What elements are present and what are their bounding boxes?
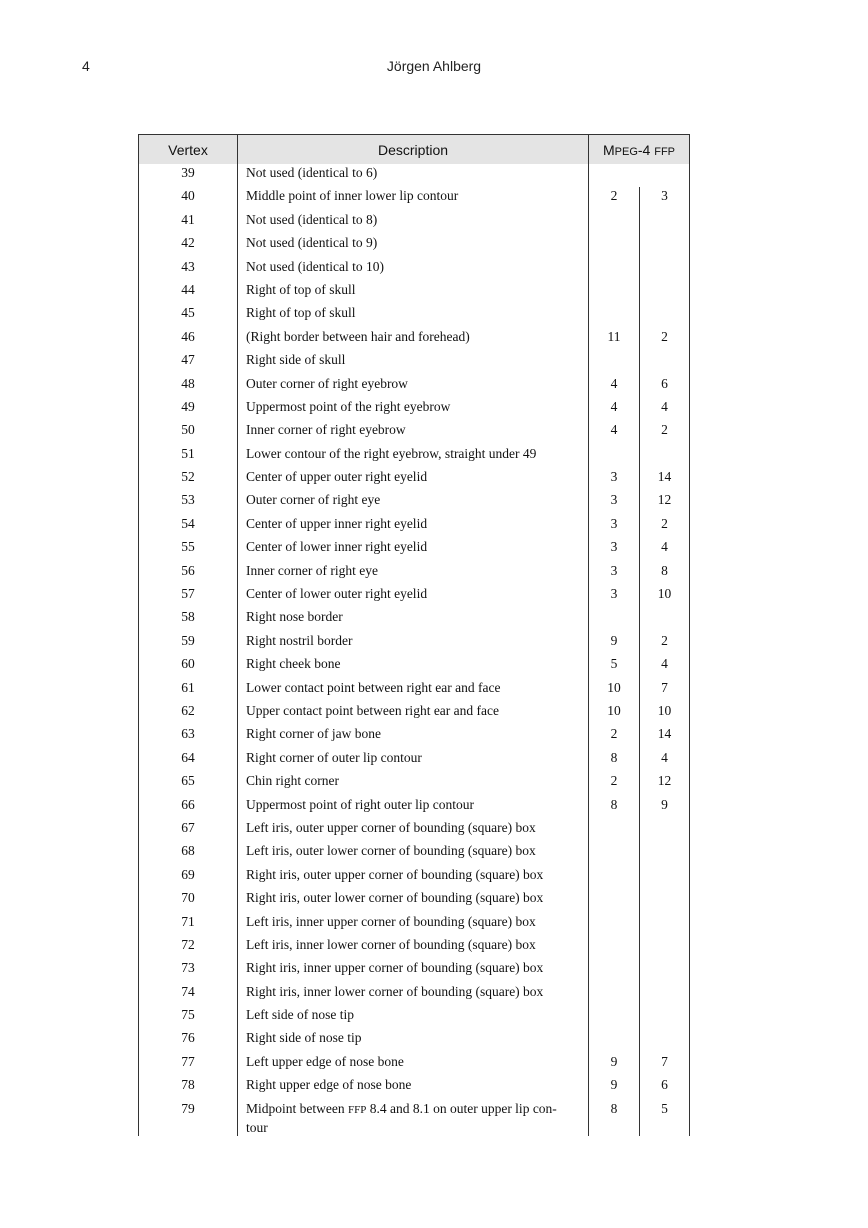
description-cell: Right corner of jaw bone bbox=[238, 725, 589, 748]
ffp-number-cell bbox=[640, 351, 690, 374]
description-cell: Inner corner of right eye bbox=[238, 562, 589, 585]
vertex-cell: 63 bbox=[139, 725, 238, 748]
description-cell: Right iris, outer lower corner of bounding (square) box bbox=[238, 889, 589, 912]
ffp-header-small2: FFP bbox=[654, 145, 676, 158]
table-body bbox=[139, 164, 690, 1136]
description-cell: Right of top of skull bbox=[238, 281, 589, 304]
ffp-group-cell bbox=[589, 983, 640, 1006]
description-cell: Right side of skull bbox=[238, 351, 589, 374]
running-title: Jörgen Ahlberg bbox=[386, 58, 482, 74]
ffp-group-cell: 10 bbox=[589, 679, 640, 702]
ffp-group-cell bbox=[589, 1029, 640, 1052]
ffp-group-cell bbox=[589, 281, 640, 304]
table-row bbox=[139, 375, 690, 398]
description-cell: Lower contact point between right ear and face bbox=[238, 679, 589, 702]
description-cell: Chin right corner bbox=[238, 772, 589, 795]
ffp-number-cell bbox=[640, 211, 690, 234]
description-cell: Left iris, outer upper corner of bounding (square) box bbox=[238, 819, 589, 842]
page-number: 4 bbox=[82, 58, 90, 74]
description-cell: Center of upper inner right eyelid bbox=[238, 515, 589, 538]
table-row bbox=[139, 445, 690, 468]
ffp-number-cell: 5 bbox=[640, 1100, 690, 1136]
vertex-cell: 65 bbox=[139, 772, 238, 795]
table-row bbox=[139, 562, 690, 585]
ffp-number-cell: 6 bbox=[640, 375, 690, 398]
ffp-number-cell bbox=[640, 913, 690, 936]
ffp-number-cell bbox=[640, 983, 690, 1006]
table-row bbox=[139, 1006, 690, 1029]
table-row bbox=[139, 679, 690, 702]
table-row bbox=[139, 211, 690, 234]
ffp-group-cell bbox=[589, 889, 640, 912]
description-cell: Right upper edge of nose bone bbox=[238, 1076, 589, 1099]
ffp-group-cell: 3 bbox=[589, 585, 640, 608]
ffp-group-cell: 4 bbox=[589, 375, 640, 398]
ffp-number-cell bbox=[640, 445, 690, 468]
table-header-row bbox=[139, 135, 690, 165]
ffp-group-cell: 3 bbox=[589, 515, 640, 538]
ffp-group-cell: 4 bbox=[589, 421, 640, 444]
ffp-number-cell bbox=[640, 959, 690, 982]
vertex-cell: 76 bbox=[139, 1029, 238, 1052]
vertex-table bbox=[138, 134, 690, 1136]
column-header-description: Description bbox=[238, 135, 589, 165]
column-header-mpeg4-ffp bbox=[589, 135, 690, 165]
vertex-cell: 72 bbox=[139, 936, 238, 959]
table-row bbox=[139, 866, 690, 889]
vertex-cell: 73 bbox=[139, 959, 238, 982]
description-cell: Right nose border bbox=[238, 608, 589, 631]
table-row bbox=[139, 398, 690, 421]
table-row bbox=[139, 281, 690, 304]
ffp-group-cell: 10 bbox=[589, 702, 640, 725]
description-cell: Center of lower outer right eyelid bbox=[238, 585, 589, 608]
table-row bbox=[139, 328, 690, 351]
vertex-cell: 55 bbox=[139, 538, 238, 561]
desc-part: tour bbox=[246, 1119, 268, 1135]
ffp-group-cell: 5 bbox=[589, 655, 640, 678]
ffp-group-cell: 8 bbox=[589, 749, 640, 772]
table-row bbox=[139, 702, 690, 725]
vertex-cell: 75 bbox=[139, 1006, 238, 1029]
ffp-number-cell: 4 bbox=[640, 538, 690, 561]
table-row bbox=[139, 632, 690, 655]
description-cell: Inner corner of right eyebrow bbox=[238, 421, 589, 444]
ffp-number-cell bbox=[640, 1006, 690, 1029]
description-cell: Right corner of outer lip contour bbox=[238, 749, 589, 772]
ffp-group-cell: 3 bbox=[589, 491, 640, 514]
ffp-number-cell: 7 bbox=[640, 679, 690, 702]
ffp-number-cell bbox=[640, 258, 690, 281]
table-row bbox=[139, 1076, 690, 1099]
ffp-number-cell: 7 bbox=[640, 1053, 690, 1076]
ffp-group-cell: 3 bbox=[589, 468, 640, 491]
table-row bbox=[139, 1053, 690, 1076]
ffp-number-cell bbox=[640, 866, 690, 889]
vertex-cell: 78 bbox=[139, 1076, 238, 1099]
ffp-header-small1: PEG bbox=[614, 145, 638, 158]
description-cell: Right side of nose tip bbox=[238, 1029, 589, 1052]
vertex-cell: 43 bbox=[139, 258, 238, 281]
desc-part: 8.4 and 8.1 on outer upper lip con- bbox=[366, 1100, 557, 1116]
vertex-cell: 40 bbox=[139, 187, 238, 210]
table-row bbox=[139, 936, 690, 959]
table-row bbox=[139, 585, 690, 608]
vertex-cell: 44 bbox=[139, 281, 238, 304]
ffp-group-cell bbox=[589, 234, 640, 257]
ffp-group-cell: 8 bbox=[589, 1100, 640, 1136]
ffp-group-cell bbox=[589, 866, 640, 889]
description-cell: Left iris, inner lower corner of bounding (square) box bbox=[238, 936, 589, 959]
table-row bbox=[139, 351, 690, 374]
ffp-number-cell: 6 bbox=[640, 1076, 690, 1099]
ffp-number-cell bbox=[640, 1029, 690, 1052]
table-row bbox=[139, 655, 690, 678]
description-cell: Middle point of inner lower lip contour bbox=[238, 187, 589, 210]
ffp-group-cell: 3 bbox=[589, 538, 640, 561]
table-row bbox=[139, 258, 690, 281]
vertex-cell: 77 bbox=[139, 1053, 238, 1076]
description-cell: Outer corner of right eye bbox=[238, 491, 589, 514]
table-row bbox=[139, 468, 690, 491]
ffp-header-mid: -4 bbox=[637, 141, 655, 158]
vertex-cell: 48 bbox=[139, 375, 238, 398]
ffp-group-cell: 9 bbox=[589, 1053, 640, 1076]
ffp-number-cell: 10 bbox=[640, 702, 690, 725]
ffp-header-lead: M bbox=[602, 141, 615, 158]
ffp-group-cell bbox=[589, 819, 640, 842]
ffp-number-cell: 9 bbox=[640, 796, 690, 819]
ffp-group-cell bbox=[589, 211, 640, 234]
description-cell: (Right border between hair and forehead) bbox=[238, 328, 589, 351]
description-cell: Right iris, outer upper corner of bounding (square) box bbox=[238, 866, 589, 889]
table-row bbox=[139, 889, 690, 912]
ffp-number-cell: 4 bbox=[640, 749, 690, 772]
table-row bbox=[139, 304, 690, 327]
table-row bbox=[139, 959, 690, 982]
ffp-group-cell bbox=[589, 842, 640, 865]
ffp-number-cell: 12 bbox=[640, 772, 690, 795]
vertex-cell: 42 bbox=[139, 234, 238, 257]
vertex-cell: 47 bbox=[139, 351, 238, 374]
table-row bbox=[139, 725, 690, 748]
description-cell: Left iris, inner upper corner of bounding (square) box bbox=[238, 913, 589, 936]
description-cell: Right of top of skull bbox=[238, 304, 589, 327]
ffp-group-cell bbox=[589, 351, 640, 374]
ffp-number-cell: 3 bbox=[640, 187, 690, 210]
table-row bbox=[139, 819, 690, 842]
table-row bbox=[139, 187, 690, 210]
description-cell: Not used (identical to 6) bbox=[238, 164, 589, 187]
description-cell: Right cheek bone bbox=[238, 655, 589, 678]
vertex-cell: 60 bbox=[139, 655, 238, 678]
table-row bbox=[139, 749, 690, 772]
description-cell: Uppermost point of the right eyebrow bbox=[238, 398, 589, 421]
table-row bbox=[139, 983, 690, 1006]
vertex-cell: 41 bbox=[139, 211, 238, 234]
ffp-group-cell: 3 bbox=[589, 562, 640, 585]
ffp-group-cell bbox=[589, 1006, 640, 1029]
ffp-number-cell: 2 bbox=[640, 421, 690, 444]
vertex-cell: 64 bbox=[139, 749, 238, 772]
vertex-cell: 46 bbox=[139, 328, 238, 351]
ffp-group-cell: 11 bbox=[589, 328, 640, 351]
vertex-cell: 45 bbox=[139, 304, 238, 327]
description-cell: Not used (identical to 10) bbox=[238, 258, 589, 281]
vertex-cell: 58 bbox=[139, 608, 238, 631]
description-cell: Uppermost point of right outer lip contour bbox=[238, 796, 589, 819]
vertex-cell: 54 bbox=[139, 515, 238, 538]
description-cell: Center of upper outer right eyelid bbox=[238, 468, 589, 491]
vertex-cell: 39 bbox=[139, 164, 238, 187]
ffp-group-cell: 9 bbox=[589, 1076, 640, 1099]
table-row bbox=[139, 608, 690, 631]
vertex-cell: 59 bbox=[139, 632, 238, 655]
ffp-number-cell bbox=[640, 281, 690, 304]
ffp-number-cell bbox=[640, 234, 690, 257]
ffp-number-cell: 14 bbox=[640, 725, 690, 748]
description-cell: Center of lower inner right eyelid bbox=[238, 538, 589, 561]
desc-part: Midpoint between bbox=[246, 1100, 348, 1116]
table-row bbox=[139, 842, 690, 865]
ffp-number-cell: 2 bbox=[640, 515, 690, 538]
table-row bbox=[139, 491, 690, 514]
description-cell bbox=[238, 1100, 589, 1136]
vertex-cell: 51 bbox=[139, 445, 238, 468]
vertex-cell: 70 bbox=[139, 889, 238, 912]
description-cell: Left iris, outer lower corner of bounding (square) box bbox=[238, 842, 589, 865]
description-cell: Left upper edge of nose bone bbox=[238, 1053, 589, 1076]
ffp-number-cell bbox=[640, 819, 690, 842]
table-row bbox=[139, 515, 690, 538]
vertex-cell: 61 bbox=[139, 679, 238, 702]
table-row bbox=[139, 421, 690, 444]
vertex-cell: 62 bbox=[139, 702, 238, 725]
vertex-cell: 49 bbox=[139, 398, 238, 421]
vertex-cell: 57 bbox=[139, 585, 238, 608]
description-cell: Not used (identical to 8) bbox=[238, 211, 589, 234]
description-cell: Not used (identical to 9) bbox=[238, 234, 589, 257]
column-header-vertex: Vertex bbox=[139, 135, 238, 165]
ffp-group-cell: 9 bbox=[589, 632, 640, 655]
ffp-group-cell bbox=[589, 936, 640, 959]
ffp-number-cell bbox=[640, 608, 690, 631]
table-row bbox=[139, 538, 690, 561]
table-row bbox=[139, 164, 690, 187]
ffp-group-cell bbox=[589, 258, 640, 281]
ffp-number-cell bbox=[640, 164, 690, 187]
ffp-number-cell: 4 bbox=[640, 655, 690, 678]
vertex-cell: 71 bbox=[139, 913, 238, 936]
vertex-cell: 68 bbox=[139, 842, 238, 865]
ffp-group-cell bbox=[589, 164, 640, 187]
ffp-group-cell bbox=[589, 913, 640, 936]
ffp-abbrev: FFP bbox=[347, 1103, 367, 1116]
ffp-group-cell: 2 bbox=[589, 187, 640, 210]
vertex-cell: 79 bbox=[139, 1100, 238, 1136]
table-row bbox=[139, 913, 690, 936]
table-row bbox=[139, 1029, 690, 1052]
ffp-number-cell: 2 bbox=[640, 328, 690, 351]
table-row bbox=[139, 796, 690, 819]
vertex-cell: 56 bbox=[139, 562, 238, 585]
ffp-number-cell bbox=[640, 304, 690, 327]
page-header bbox=[0, 58, 868, 76]
vertex-cell: 69 bbox=[139, 866, 238, 889]
ffp-group-cell: 8 bbox=[589, 796, 640, 819]
ffp-group-cell bbox=[589, 304, 640, 327]
description-cell: Right nostril border bbox=[238, 632, 589, 655]
ffp-number-cell: 14 bbox=[640, 468, 690, 491]
vertex-cell: 52 bbox=[139, 468, 238, 491]
description-cell: Right iris, inner upper corner of bounding (square) box bbox=[238, 959, 589, 982]
ffp-number-cell: 4 bbox=[640, 398, 690, 421]
vertex-cell: 50 bbox=[139, 421, 238, 444]
ffp-number-cell: 12 bbox=[640, 491, 690, 514]
ffp-number-cell bbox=[640, 889, 690, 912]
table-row bbox=[139, 772, 690, 795]
vertex-cell: 66 bbox=[139, 796, 238, 819]
vertex-cell: 53 bbox=[139, 491, 238, 514]
description-cell: Left side of nose tip bbox=[238, 1006, 589, 1029]
ffp-number-cell bbox=[640, 936, 690, 959]
ffp-group-cell bbox=[589, 608, 640, 631]
ffp-number-cell: 10 bbox=[640, 585, 690, 608]
vertex-cell: 67 bbox=[139, 819, 238, 842]
ffp-number-cell bbox=[640, 842, 690, 865]
description-cell: Outer corner of right eyebrow bbox=[238, 375, 589, 398]
description-cell: Upper contact point between right ear and face bbox=[238, 702, 589, 725]
ffp-group-cell: 2 bbox=[589, 772, 640, 795]
ffp-group-cell: 4 bbox=[589, 398, 640, 421]
vertex-cell: 74 bbox=[139, 983, 238, 1006]
ffp-group-cell bbox=[589, 959, 640, 982]
description-cell: Lower contour of the right eyebrow, straight under 49 bbox=[238, 445, 589, 468]
ffp-number-cell: 8 bbox=[640, 562, 690, 585]
vertex-table-container bbox=[138, 134, 689, 1138]
ffp-number-cell: 2 bbox=[640, 632, 690, 655]
table-row bbox=[139, 1100, 690, 1136]
ffp-group-cell: 2 bbox=[589, 725, 640, 748]
table-row bbox=[139, 234, 690, 257]
ffp-group-cell bbox=[589, 445, 640, 468]
description-cell: Right iris, inner lower corner of bounding (square) box bbox=[238, 983, 589, 1006]
